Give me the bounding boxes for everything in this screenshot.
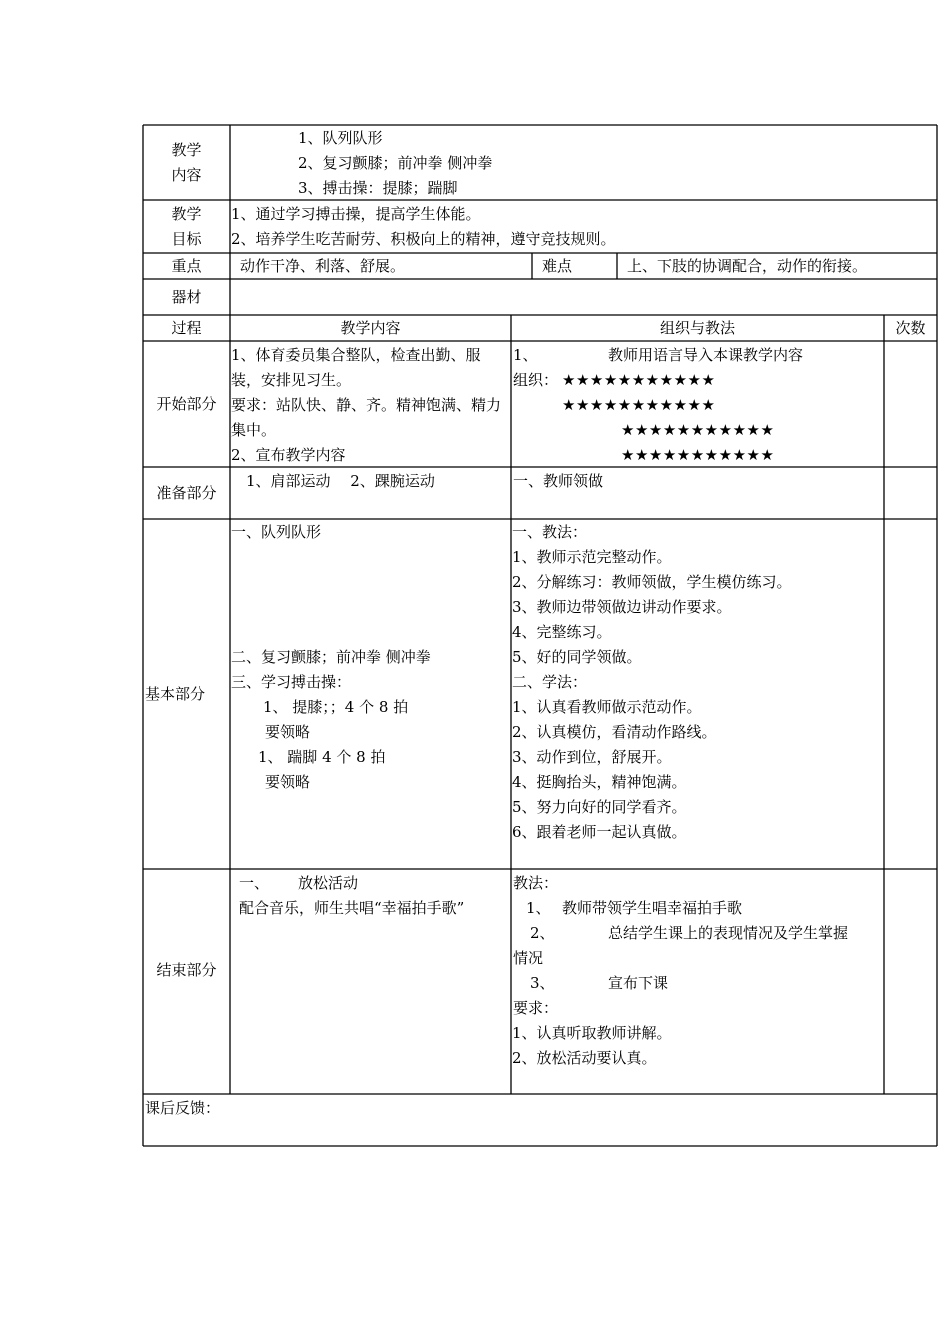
start-content-line: 1、体育委员集合整队，检查出勤、服 (231, 346, 481, 364)
key-point-text: 动作干净、利落、舒展。 (240, 257, 406, 275)
end-content-num: 一、 (239, 874, 270, 892)
header-method: 组织与教法 (659, 319, 735, 337)
basic-content-top: 一、队列队形 (231, 523, 322, 541)
basic-content-line: 要领略 (265, 773, 311, 791)
goal-label-line2: 目标 (171, 230, 202, 248)
basic-method (512, 520, 792, 845)
difficulty-text: 上、下肢的协调配合，动作的衔接。 (627, 257, 868, 275)
basic-method-line: 二、学法： (512, 673, 588, 691)
formation-row: ★★★★★★★★★★★ (621, 421, 775, 439)
prep-content: 1、肩部运动 2、踝腕运动 (246, 472, 435, 490)
basic-method-line: 6、跟着老师一起认真做。 (512, 823, 687, 841)
key-point-label: 重点 (171, 257, 202, 275)
basic-method-line: 1、认真看教师做示范动作。 (512, 698, 702, 716)
end-requirement-label: 要求： (513, 999, 559, 1017)
end-requirement-line: 2、放松活动要认真。 (512, 1049, 657, 1067)
start-section-label: 开始部分 (156, 395, 217, 413)
equipment-label: 器材 (171, 288, 202, 306)
content-label-line2: 内容 (171, 166, 202, 184)
end-method-num: 2、 (530, 924, 555, 942)
content-item: 1、队列队形 (298, 129, 383, 147)
organization-label: 组织： (513, 371, 559, 389)
basic-content-line: 1、 提膝；；4 个 8 拍 (263, 698, 409, 716)
end-method-text: 宣布下课 (608, 974, 669, 992)
header-content: 教学内容 (340, 319, 401, 337)
end-content-desc: 配合音乐，师生共唱“幸福拍手歌” (239, 899, 465, 917)
basic-method-line: 3、动作到位，舒展开。 (512, 748, 672, 766)
header-process: 过程 (171, 319, 202, 337)
basic-method-line: 5、好的同学领做。 (512, 648, 642, 666)
basic-content-line: 三、学习搏击操： (231, 673, 352, 691)
basic-section-label: 基本部分 (145, 685, 206, 703)
start-content-line: 要求：站队快、静、齐。精神饱满、精力 (231, 396, 502, 414)
basic-method-line: 一、教法： (512, 523, 588, 541)
start-content (231, 343, 501, 468)
end-content-title: 放松活动 (298, 874, 359, 892)
formation-row: ★★★★★★★★★★★ (562, 396, 716, 414)
end-requirement-line: 1、认真听取教师讲解。 (512, 1024, 672, 1042)
basic-method-line: 3、教师边带领做边讲动作要求。 (512, 598, 732, 616)
content-item: 3、搏击操：提膝；踹脚 (298, 179, 458, 197)
basic-method-line: 5、努力向好的同学看齐。 (512, 798, 687, 816)
basic-method-line: 4、完整练习。 (512, 623, 612, 641)
end-method-num: 3、 (530, 974, 555, 992)
content-label-line1: 教学 (171, 141, 202, 159)
end-method-cont: 情况 (513, 949, 544, 967)
basic-method-line: 2、认真模仿，看清动作路线。 (512, 723, 717, 741)
basic-method-line: 2、分解练习：教师领做，学生模仿练习。 (512, 573, 792, 591)
basic-content-line: 二、复习颤膝；前冲拳 侧冲拳 (231, 648, 431, 666)
start-method-num: 1、 (513, 346, 538, 364)
basic-method-line: 4、挺胸抬头，精神饱满。 (512, 773, 687, 791)
start-content-line: 集中。 (231, 421, 277, 439)
end-method-text: 总结学生课上的表现情况及学生掌握 (608, 924, 849, 942)
end-method-label: 教法： (513, 874, 559, 892)
basic-content-line: 要领略 (265, 723, 311, 741)
difficulty-label: 难点 (542, 257, 573, 275)
formation-row: ★★★★★★★★★★★ (562, 371, 716, 389)
end-method-text: 教师带领学生唱幸福拍手歌 (562, 899, 743, 917)
basic-content-line: 1、 踹脚 4 个 8 拍 (258, 748, 386, 766)
end-method-num: 1、 (526, 899, 551, 917)
content-item: 2、复习颤膝；前冲拳 侧冲拳 (298, 154, 493, 172)
prep-method: 一、教师领做 (513, 472, 604, 490)
start-method-text: 教师用语言导入本课教学内容 (608, 346, 804, 364)
start-content-line: 装，安排见习生。 (231, 371, 352, 389)
end-section-label: 结束部分 (156, 961, 217, 979)
goal-item: 1、通过学习搏击操，提高学生体能。 (231, 205, 481, 223)
feedback-label: 课后反馈： (145, 1099, 221, 1117)
start-content-line: 2、宣布教学内容 (231, 446, 346, 464)
goal-label-line1: 教学 (171, 205, 202, 223)
header-count: 次数 (895, 319, 926, 337)
formation-row: ★★★★★★★★★★★ (621, 446, 775, 464)
basic-method-line: 1、教师示范完整动作。 (512, 548, 672, 566)
goal-item: 2、培养学生吃苦耐劳、积极向上的精神，遵守竞技规则。 (231, 230, 616, 248)
prep-section-label: 准备部分 (156, 484, 217, 502)
